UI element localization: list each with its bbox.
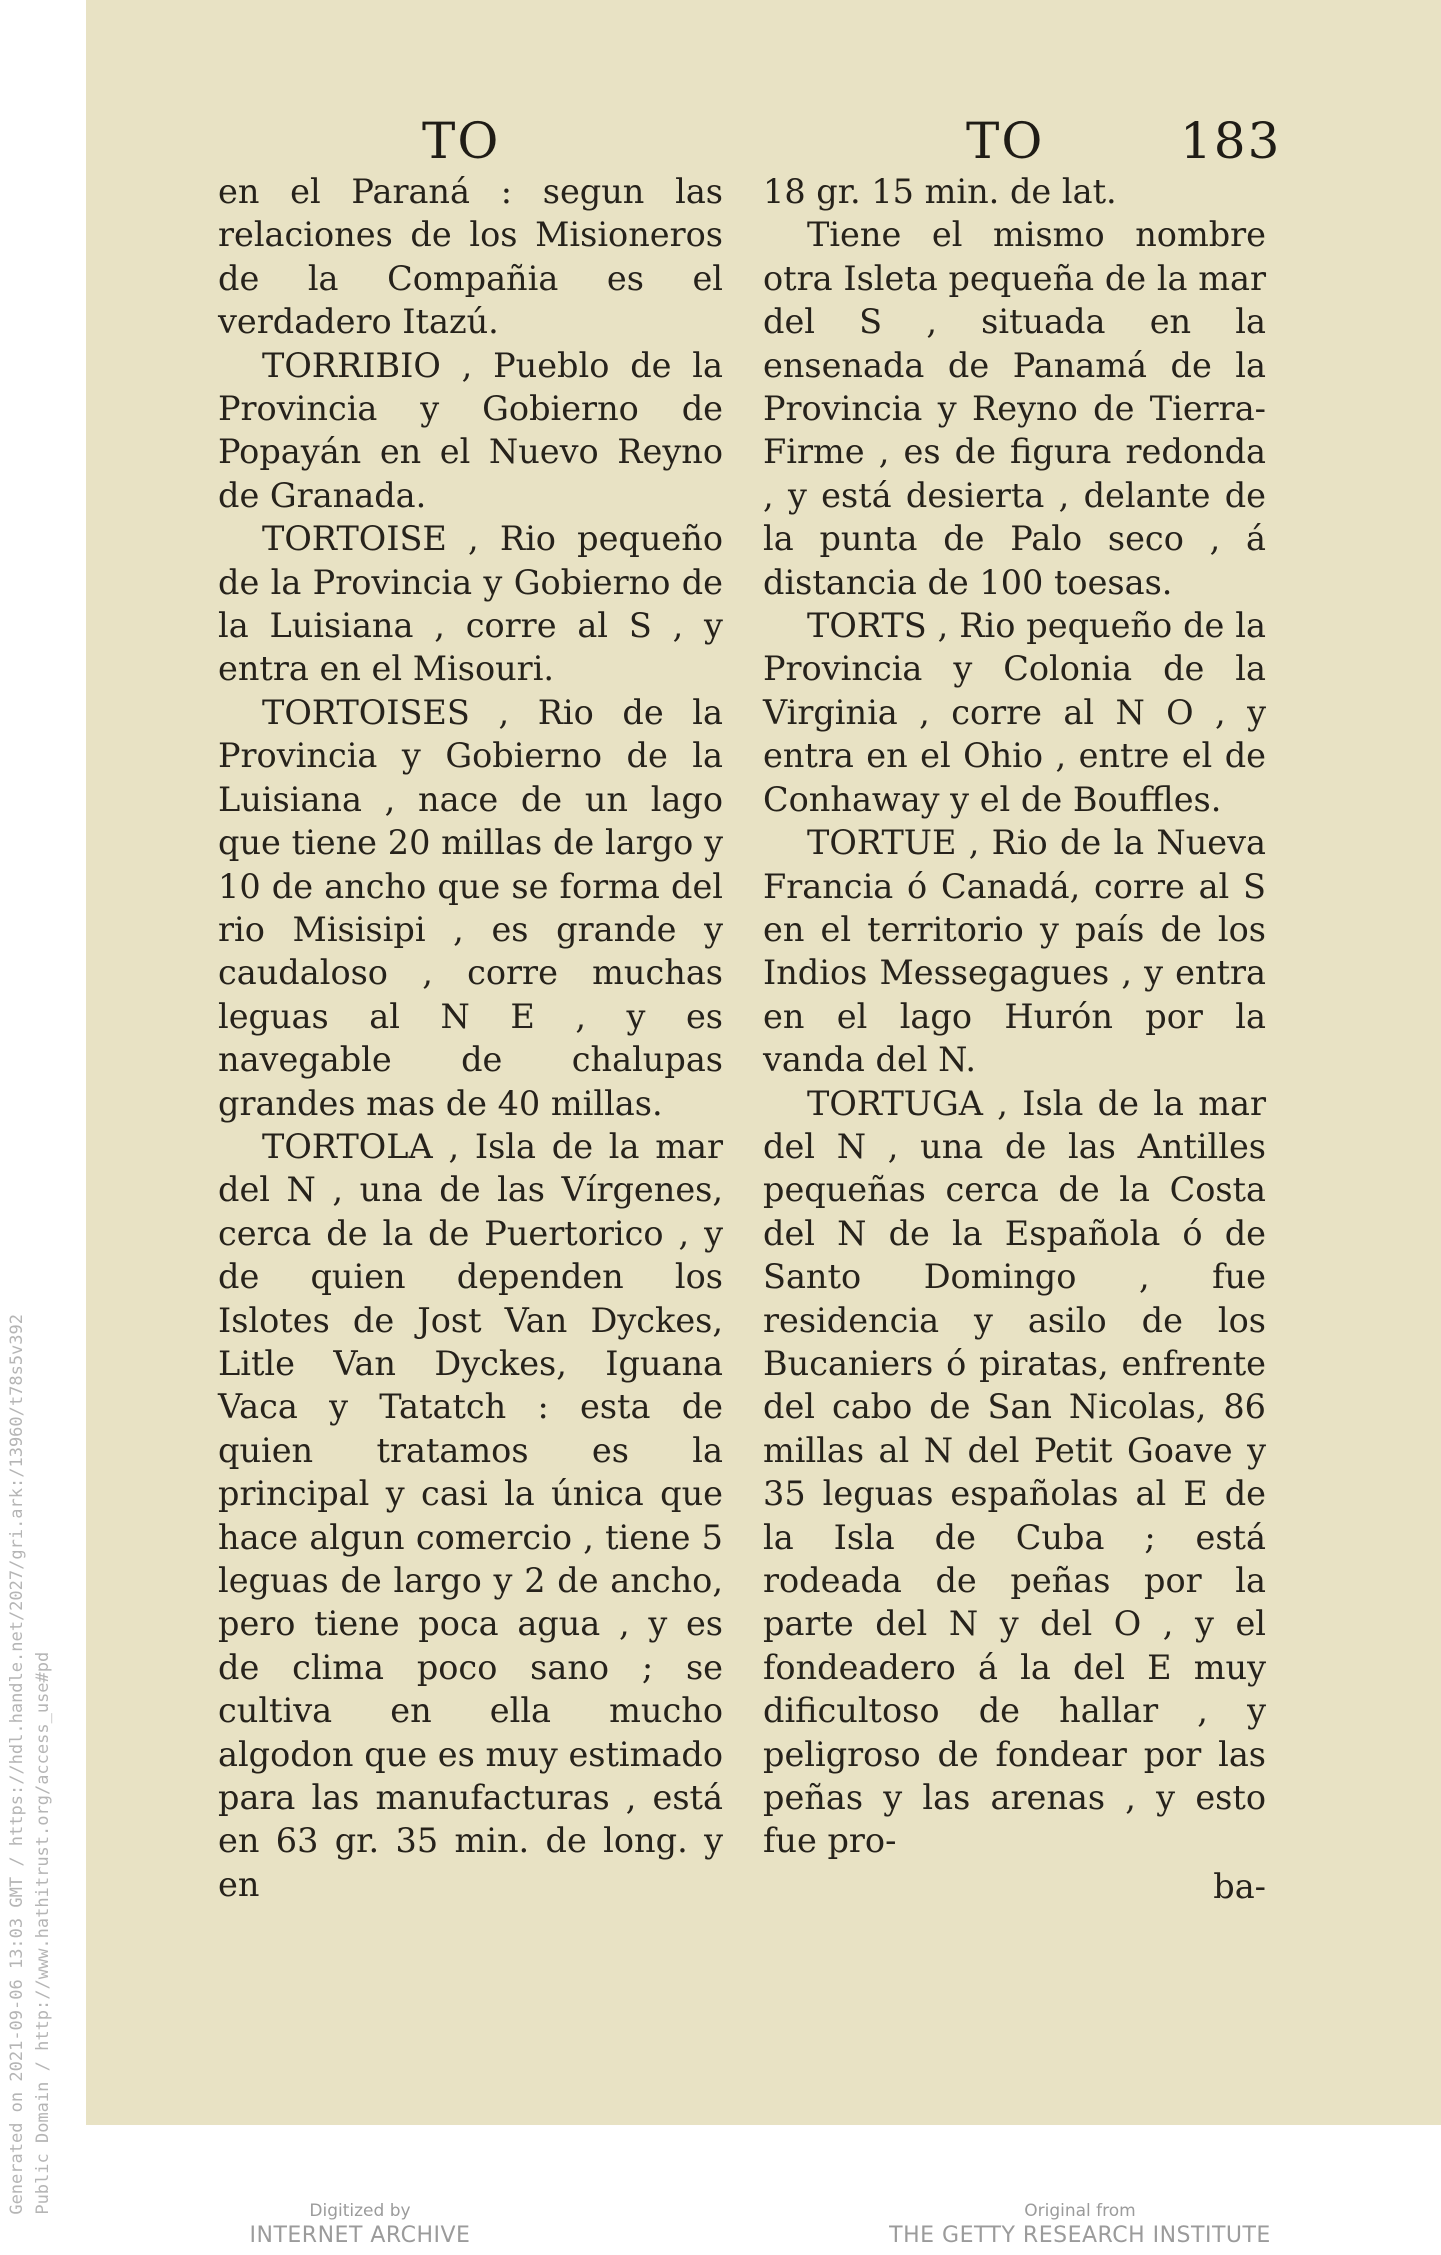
provenance-line-1: Generated on 2021-09-06 13:03 GMT / https://hdl.handle.net/2027/gri.ark:/13960/t78s5v392 — [7, 1314, 27, 2215]
footer-original-label: Original from — [1024, 2201, 1136, 2221]
footer-digitized-source: INTERNET ARCHIVE — [249, 2223, 471, 2248]
footer-digitized — [240, 2200, 480, 2250]
paragraph: en el Paraná : segun las relaciones de los Misioneros de la Compañia es el verdadero Itazú. — [218, 172, 723, 342]
catchword: ba- — [1213, 1866, 1266, 1906]
paragraph: 18 gr. 15 min. de lat. — [763, 172, 1117, 211]
page-number: 183 — [1180, 112, 1282, 170]
entry-torts: TORTS , Rio pequeño de la Provincia y Colonia de la Virginia , corre al N O , y entra en el Ohio , entre el de Conhaway y el de Bouffles. — [763, 606, 1266, 819]
footer-original-source: THE GETTY RESEARCH INSTITUTE — [889, 2223, 1271, 2248]
footer-digitized-label: Digitized by — [309, 2201, 411, 2221]
entry-tortoise: TORTOISE , Rio pequeño de la Provincia y Gobierno de la Luisiana , corre al S , y entra en el Misouri. — [218, 519, 723, 689]
provenance-note — [4, 1314, 56, 2215]
entry-tortoises: TORTOISES , Rio de la Provincia y Gobierno de la Luisiana , nace de un lago que tiene 20 millas de largo y 10 de ancho que se forma del rio Misisipi , es grande y caudaloso , corre muchas leguas al N E , y es navegable de chalupas grandes mas de 40 millas. — [218, 692, 723, 1123]
paragraph-isleta: Tiene el mismo nombre otra Isleta pequeña de la mar del S , situada en la ensenada de Panamá de la Provincia y Reyno de Tierra-Firme , es de figura redonda , y está desierta , delante de la punta de Palo seco , á distancia de 100 toesas. — [763, 215, 1266, 602]
left-margin — [0, 0, 86, 2255]
entry-torribio: TORRIBIO , Pueblo de la Provincia y Gobierno de Popayán en el Nuevo Reyno de Granada. — [218, 345, 723, 515]
left-running-head: TO — [422, 112, 501, 170]
provenance-line-2: Public Domain / http://www.hathitrust.org/access_use#pd — [33, 1652, 53, 2215]
entry-tortola: TORTOLA , Isla de la mar del N , una de las Vírgenes, cerca de la de Puertorico , y de quien dependen los Islotes de Jost Van Dyckes, Litle Van Dyckes, Iguana Vaca y Tatatch : esta de quien tratamos es la principal y casi la única que hace algun comercio , tiene 5 leguas de largo y 2 de ancho, pero tiene poca agua , y es de clima poco sano ; se cultiva en ella mucho algodon que es muy estimado para las manufacturas , está en 63 gr. 35 min. de long. y en — [218, 1126, 723, 1904]
right-column — [763, 170, 1266, 1908]
footer-original — [880, 2200, 1280, 2250]
entry-tortuga: TORTUGA , Isla de la mar del N , una de las Antilles pequeñas cerca de la Costa del N de la Española ó de Santo Domingo , fue residencia y asilo de los Bucaniers ó piratas, enfrente del cabo de San Nicolas, 86 millas al N del Petit Goave y 35 leguas españolas al E de la Isla de Cuba ; está rodeada de peñas por la parte del N y del O , y el fondeadero á la del E muy dificultoso de hallar , y peligroso de fondear por las peñas y las arenas , y esto fue pro- — [763, 1083, 1266, 1861]
right-running-head: TO — [966, 112, 1045, 170]
entry-tortue: TORTUE , Rio de la Nueva Francia ó Canadá, corre al S en el territorio y país de los Indios Messegagues , y entra en el lago Hurón por la vanda del N. — [763, 823, 1266, 1080]
left-column — [218, 170, 723, 1906]
